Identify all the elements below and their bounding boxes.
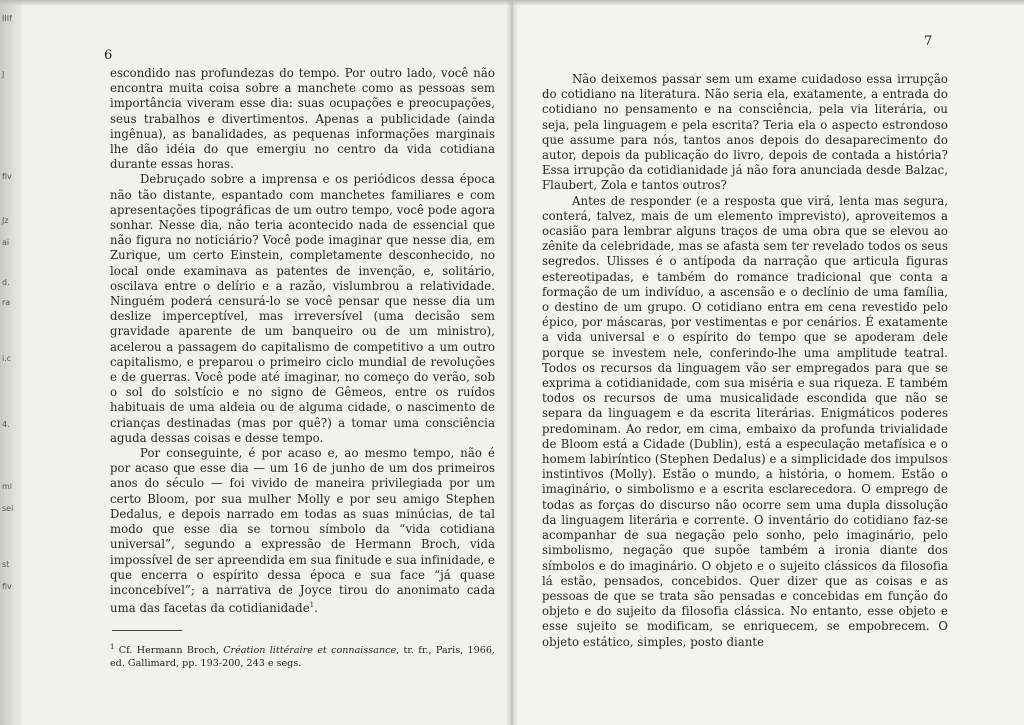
margin-mark: fiv: [2, 582, 12, 591]
margin-mark: sei: [2, 504, 14, 513]
footnote-details: , tr. fr., Paris, 1966, ed. Gallimard, pp. 193-200, 243 e segs.: [110, 645, 495, 670]
footnote-number: 1: [110, 643, 115, 651]
scanned-margin-marks: [0, 0, 22, 725]
paragraph: Não deixemos passar sem um exame cuidadoso essa irrupção do cotidiano na literatura. Não seria ela, exatamente, a entrada do cotidiano no pensamento e na consciência, pela via literária, ou seja, pela linguagem e pela escrita? Teria ela o aspecto estrondoso que assume para nós, tantos anos depois do desaparecimento do autor, depois da publicação do livro, depois de contada a história? Essa irrupção da cotidianidade já não fora anunciada desde Balzac, Flaubert, Zola e tantos outros?: [542, 72, 948, 193]
margin-mark: ai: [2, 238, 10, 247]
margin-mark: ra: [2, 298, 11, 307]
paragraph: Antes de responder (e a resposta que virá, lenta mas segura, conterá, talvez, mais de um elemento imprevisto), aproveitemos a ocasião para lembrar alguns traços de uma obra que se elevou ao zênite da celebridade, mas se afasta sem ter revelado todos os seus segredos. Ulisses é o antípoda da narração que articula figuras estereotipadas, e também do romance tradicional que conta a formação de um indivíduo, a ascensão e o declínio de uma família, o destino de um grupo. O cotidiano entra em cena revestido pelo épico, por máscaras, por vestimentas e por cenários. É exatamente a vida universal e o espírito do tempo que se apoderam dele porque se investem nele, conferindo-lhe uma amplitude teatral. Todos os recursos da linguagem vão ser empregados para que se exprima a cotidianidade, com sua miséria e sua riqueza. E também todos os recursos de uma musicalidade escondida que não se separa da linguagem e da escrita literárias. Enigmáticos poderes predominam. Ao redor, em cima, embaixo da profunda trivialidade de Bloom está a Cidade (Dublin), está a especulação metafísica e o homem labiríntico (Stephen Dedalus) e a simplicidade dos impulsos instintivos (Molly). Estão o mundo, a história, o homem. Estão o imaginário, o simbolismo e a escrita esclarecedora. O emprego de todas as forças do discurso não ocorre sem uma dupla dissolução da linguagem literária e corrente. O inventário do cotidiano faz-se acompanhar de sua negação pelo sonho, pelo imaginário, pelo simbolismo, negação que supõe também a ironia diante dos símbolos e do imaginário. O objeto e o sujeito clássicos da filosofia lá estão, pensados, concebidos. Quer dizer que as coisas e as pessoas de que se trata são pensadas e concebidas em função do objeto e do sujeito da filosofia clássica. No entanto, esse objeto e esse sujeito se modificam, se enriquecem, se empobrecem. O objeto estático, simples, posto diante: [542, 193, 948, 649]
footnote-rule: [112, 630, 182, 631]
paragraph: Por conseguinte, é por acaso e, ao mesmo tempo, não é por acaso que esse dia — um 16 de junho de um dos primeiros anos do século — foi vivido de maneira privilegiada por um certo Bloom, por sua mulher Molly e por seu amigo Stephen Dedalus, e depois narrado em todas as suas minúcias, de tal modo que esse dia se tornou símbolo da “vida cotidiana universal”, segundo a expressão de Hermann Broch, vida impossível de ser apreendida em sua finitude e sua infinidade, e que encerra o espírito dessa época e sua face “já quase inconcebível”; a narrativa de Joyce tirou do anonimato cada uma das facetas da cotidianidade$^1$.: [110, 446, 495, 615]
paragraph-text: Por conseguinte, é por acaso e, ao mesmo tempo, não é por acaso que esse dia — um 16 de junho de um dos primeiros anos do século — foi vivido de maneira privilegiada por um certo Bloom, por sua mulher Molly e por seu amigo Stephen Dedalus, e depois narrado em todas as suas minúcias, de tal modo que esse dia se tornou símbolo da “vida cotidiana universal”, segundo a expressão de Hermann Broch, vida impossível de ser apreendida em sua finitude e sua infinidade, e que encerra o espírito dessa época e sua face “já quase inconcebível”; a narrativa de Joyce tirou do anonimato cada uma das facetas da cotidianidade: [110, 446, 495, 615]
right-page: [512, 0, 1024, 725]
margin-mark: fiv: [2, 172, 12, 181]
body-text: [110, 66, 495, 616]
margin-mark: IIIf: [2, 14, 12, 23]
footnote: [110, 641, 495, 670]
margin-mark: i.c: [2, 354, 12, 363]
paragraph: escondido nas profundezas do tempo. Por outro lado, você não encontra muita coisa sobre a manchete como as pessoas sem importância viveram esse dia: suas ocupações e preocupações, seus trabalhos e divertimentos. Apenas a publicidade (ainda ingênua), as banalidades, as pequenas informações marginais lhe dão idéia do que emergiu no centro da vida cotidiana durante essas horas.: [110, 66, 495, 172]
margin-mark: st: [2, 560, 10, 569]
margin-mark: ml: [2, 482, 13, 491]
paragraph: Debruçado sobre a imprensa e os periódicos dessa época não tão distante, espantado com manchetes familiares e com apresentações tipográficas de um outro tempo, você pode agora sonhar. Nesse dia, não teria acontecido nada de essencial que não figura no noticiário? Você pode imaginar que nesse dia, em Zurique, um certo Einstein, completamente desconhecido, no local onde examinava as patentes de invenção, e, solitário, oscilava entre o delírio e a razão, vislumbrou a relatividade. Ninguém poderá censurá-lo se você pensar que nesse dia um deslize imperceptível, mas irreversível (uma decisão sem gravidade aparente de um banqueiro ou de um ministro), acelerou a passagem do capitalismo de competitivo a um outro capitalismo, e preparou o primeiro ciclo mundial de revoluções e de guerras. Você pode até imaginar, no começo do verão, sob o sol do solstício e no signo de Gêmeos, entre os ruídos habituais de uma aldeia ou de alguma cidade, o nascimento de crianças destinadas (mas por quê?) a tomar uma consciência aguda dessas coisas e desse tempo.: [110, 172, 495, 445]
page-number: 6: [104, 48, 113, 63]
margin-mark: Jz: [2, 216, 9, 225]
footnote-author: Cf. Hermann Broch,: [118, 645, 224, 657]
body-text: [542, 72, 948, 650]
book-gutter: [506, 0, 518, 725]
margin-mark: d.: [2, 278, 10, 287]
margin-mark: J: [2, 70, 5, 79]
footnote-marker: 1: [309, 601, 315, 610]
page-number: 7: [924, 34, 933, 49]
footnote-book-title: Création littéraire et connaissance: [223, 645, 397, 657]
margin-mark: 4.: [2, 420, 10, 429]
scan-edge: [0, 0, 1024, 6]
